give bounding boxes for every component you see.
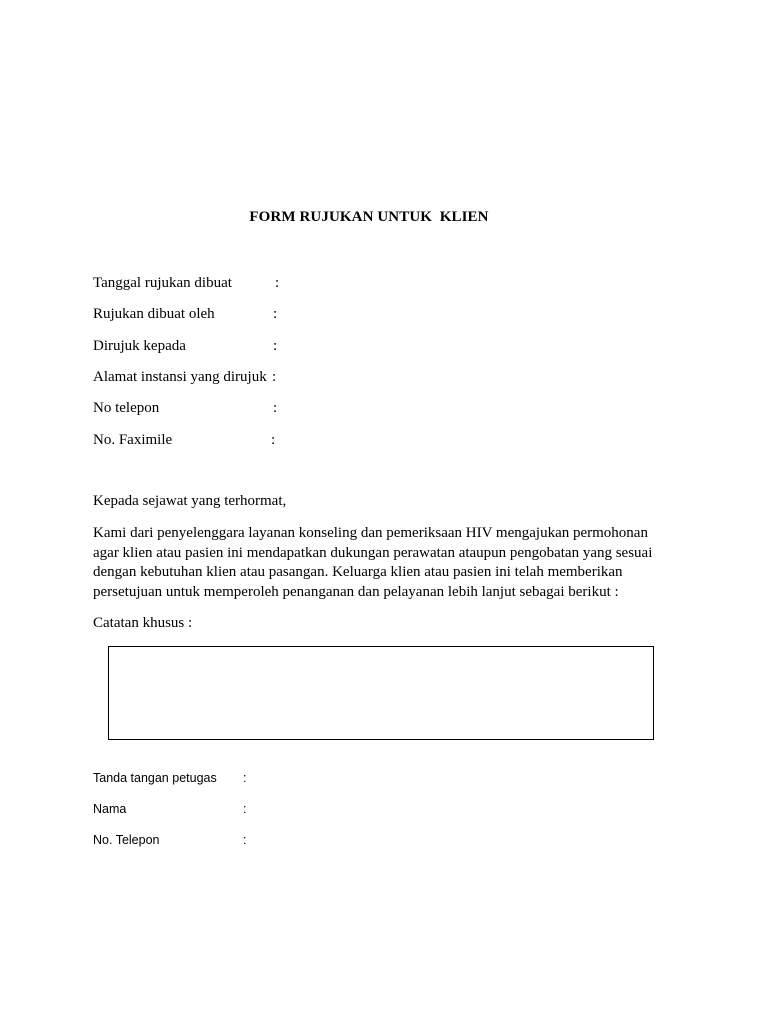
body-line: persetujuan untuk memperoleh penanganan dan pelayanan lebih lanjut sebagai berikut : [93, 583, 619, 600]
body-line: dengan kebutuhan klien atau pasangan. Keluarga klien atau pasien ini telah memberikan [93, 564, 623, 580]
field-colon: : [275, 275, 280, 291]
signature-label: Nama [93, 802, 127, 816]
field-colon: : [273, 400, 278, 416]
field-label: Dirujuk kepada [93, 338, 186, 354]
body-line: Kami dari penyelenggara layanan konseling dan pemeriksaan HIV mengajukan permohonan [93, 525, 648, 541]
signature-label: No. Telepon [93, 833, 160, 847]
field-label: No. Faximile [93, 432, 173, 448]
signature-colon: : [243, 802, 247, 816]
notes-label: Catatan khusus : [93, 615, 193, 631]
signature-label: Tanda tangan petugas [93, 771, 217, 785]
notes-box[interactable] [108, 646, 654, 740]
body-line: agar klien atau pasien ini mendapatkan dukungan perawatan ataupun pengobatan yang sesuai [93, 544, 653, 561]
field-label: Alamat instansi yang dirujuk [93, 369, 267, 385]
signature-colon: : [243, 771, 247, 785]
body-paragraph [93, 524, 683, 602]
field-label: Tanggal rujukan dibuat [93, 275, 232, 291]
field-label: No telepon [93, 400, 160, 416]
signature-colon: : [243, 833, 247, 847]
field-label: Rujukan dibuat oleh [93, 306, 215, 322]
greeting: Kepada sejawat yang terhormat, [93, 493, 287, 509]
field-colon: : [272, 369, 277, 385]
field-colon: : [273, 306, 278, 322]
form-title: FORM RUJUKAN UNTUK KLIEN [249, 209, 489, 225]
field-colon: : [273, 338, 278, 354]
field-colon: : [271, 432, 276, 448]
